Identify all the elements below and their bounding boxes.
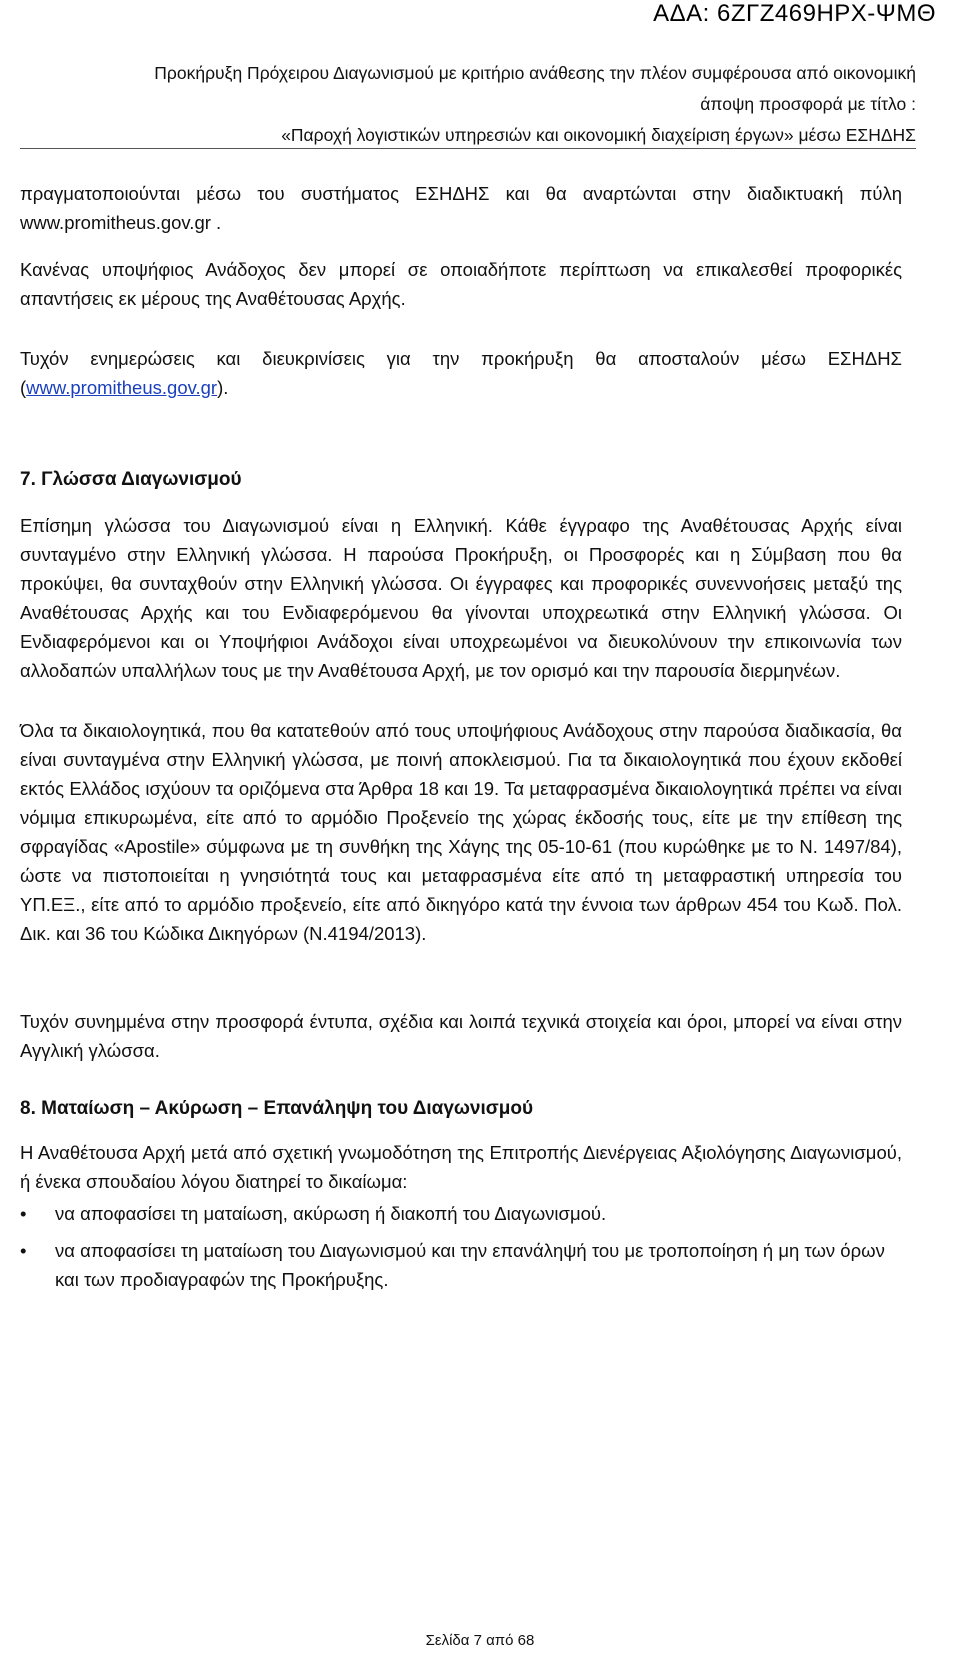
list-item bbox=[20, 1199, 902, 1228]
intro-paragraph-3 bbox=[20, 344, 902, 402]
list-item-text: να αποφασίσει τη ματαίωση, ακύρωση ή διακοπή του Διαγωνισμού. bbox=[55, 1203, 607, 1224]
intro-paragraph-1: πραγματοποιούνται μέσω του συστήματος ΕΣΗΔΗΣ και θα αναρτώνται στην διαδικτυακή πύλη www.promitheus.gov.gr . bbox=[20, 183, 902, 233]
intro-paragraph-2: Κανένας υποψήφιος Ανάδοχος δεν μπορεί σε οποιαδήποτε περίπτωση να επικαλεσθεί προφορικές απαντήσεις εκ μέρους της Αναθέτουσας Αρχής. bbox=[20, 259, 902, 309]
intro-p3-text: Τυχόν ενημερώσεις και διευκρινίσεις για την προκήρυξη θα αποσταλούν μέσω ΕΣΗΔΗΣ ( bbox=[20, 348, 902, 398]
section-7-paragraph-1: Επίσημη γλώσσα του Διαγωνισμού είναι η Ελληνική. Κάθε έγγραφο της Αναθέτουσας Αρχής είναι συνταγμένο στην Ελληνική γλώσσα. Η παρούσα Προκήρυξη, οι Προσφορές και η Σύμβαση που θα προκύψει, θα συνταχθούν στην Ελληνική γλώσσα. Οι έγγραφες και προφορικές συνεννοήσεις μεταξύ της Αναθέτουσας Αρχής και του Ενδιαφερόμενου θα γίνονται υποχρεωτικά στην Ελληνική γλώσσα. Οι Ενδιαφερόμενοι και οι Υποψήφιοι Ανάδοχοι είναι υποχρεωμένοι να διευκολύνουν την επικοινωνία των αλλοδαπών υπαλλήλων τους με την Αναθέτουσα Αρχή, με τον ορισμό και την παρουσία διερμηνέων. bbox=[20, 515, 902, 681]
intro-p3-end: ). bbox=[217, 377, 229, 398]
list-item bbox=[20, 1236, 902, 1294]
header-line-2: άποψη προσφορά με τίτλο : bbox=[700, 94, 916, 114]
section-8-heading: 8. Ματαίωση – Ακύρωση – Επανάληψη του Διαγωνισμού bbox=[20, 1098, 534, 1119]
section-7-paragraph-2: Όλα τα δικαιολογητικά, που θα κατατεθούν από τους υποψήφιους Ανάδοχους στην παρούσα διαδικασία, θα είναι συνταγμένα στην Ελληνική γλώσσα, με ποινή αποκλεισμού. Για τα δικαιολογητικά που έχουν εκδοθεί εκτός Ελλάδος ισχύουν τα οριζόμενα στα Άρθρα 18 και 19. Τα μεταφρασμένα δικαιολογητικά πρέπει να είναι νόμιμα επικυρωμένα, είτε από το αρμόδιο Προξενείο της χώρας έκδοσής τους, είτε με την επίθεση της σφραγίδας «Apostile» σύμφωνα με τη συνθήκη της Χάγης της 05-10-61 (που κυρώθηκε με το Ν. 1497/84), ώστε να πιστοποιείται η γνησιότητά τους και μεταφρασμένα είτε από τη μεταφραστική υπηρεσία του ΥΠ.ΕΞ., είτε από το αρμόδιο προξενείο, είτε από δικηγόρο κατά την έννοια των άρθρων 454 του Κωδ. Πολ. Δικ. και 36 του Κώδικα Δικηγόρων (Ν.4194/2013). bbox=[20, 720, 902, 944]
section-7-heading: 7. Γλώσσα Διαγωνισμού bbox=[20, 469, 242, 490]
page-number: Σελίδα 7 από 68 bbox=[425, 1632, 535, 1649]
header-divider bbox=[20, 148, 916, 149]
section-7-paragraph-3: Τυχόν συνημμένα στην προσφορά έντυπα, σχέδια και λοιπά τεχνικά στοιχεία και όροι, μπορεί να είναι στην Αγγλική γλώσσα. bbox=[20, 1011, 902, 1061]
header-line-1: Προκήρυξη Πρόχειρου Διαγωνισμού με κριτήριο ανάθεσης την πλέον συμφέρουσα από οικονομική bbox=[154, 63, 916, 83]
bullet-icon: • bbox=[20, 1240, 27, 1261]
list-item-text: να αποφασίσει τη ματαίωση του Διαγωνισμού και την επανάληψή του με τροποποίηση ή μη των όρων και των προδιαγραφών της Προκήρυξης. bbox=[55, 1240, 885, 1290]
ada-code: ΑΔΑ: 6ΖΓΖ469ΗΡΧ-ΨΜΘ bbox=[653, 0, 936, 27]
header-line-3: «Παροχή λογιστικών υπηρεσιών και οικονομική διαχείριση έργων» μέσω ΕΣΗΔΗΣ bbox=[281, 125, 916, 145]
bullet-icon: • bbox=[20, 1203, 27, 1224]
section-8-paragraph-1: Η Αναθέτουσα Αρχή μετά από σχετική γνωμοδότηση της Επιτροπής Διενέργειας Αξιολόγησης Διαγωνισμού, ή ένεκα σπουδαίου λόγου διατηρεί το δικαίωμα: bbox=[20, 1142, 902, 1192]
promitheus-link[interactable]: www.promitheus.gov.gr bbox=[26, 377, 218, 398]
document-header bbox=[20, 58, 916, 151]
